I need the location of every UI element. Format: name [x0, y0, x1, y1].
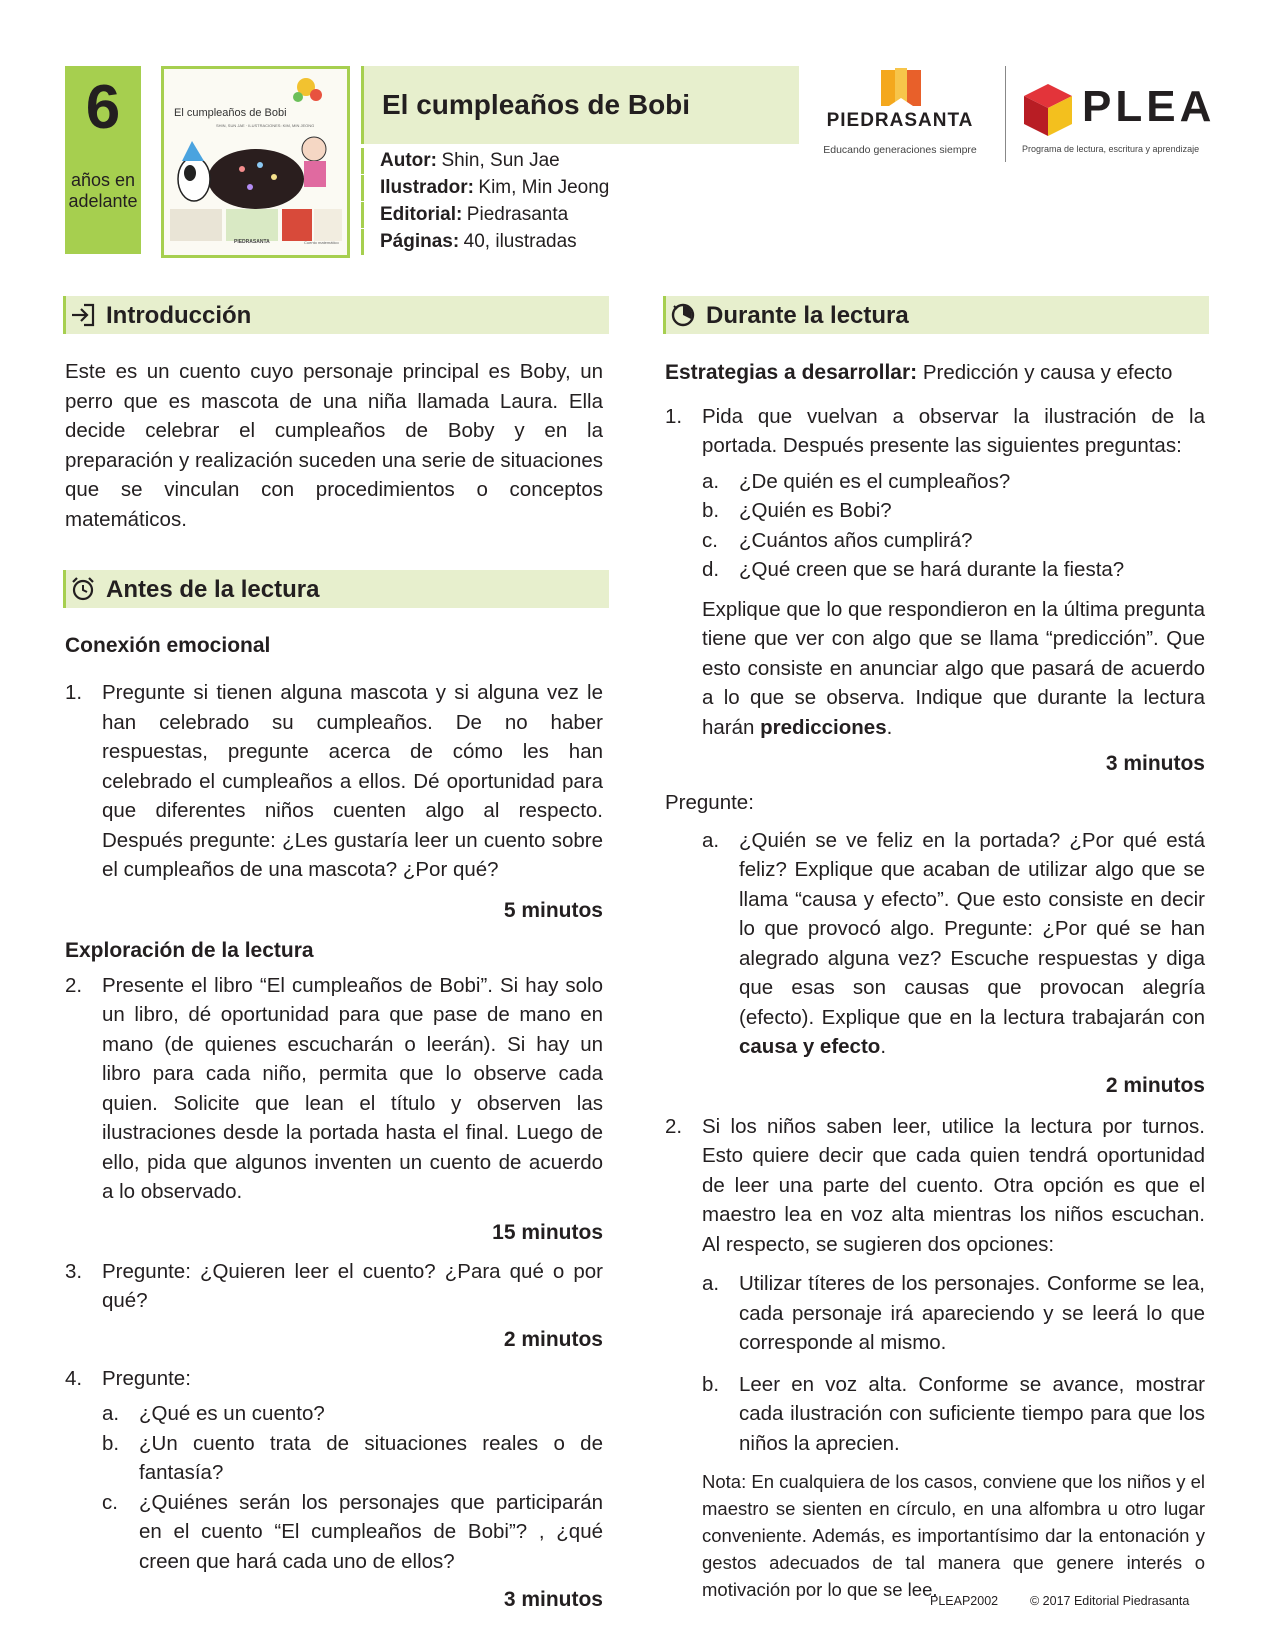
sublist	[702, 467, 1205, 585]
sub-item	[702, 1269, 1205, 1358]
meta-illustrator	[361, 175, 664, 201]
logo-divider	[1005, 66, 1006, 162]
sub-item	[102, 1399, 603, 1429]
item-number: 1.	[665, 404, 683, 428]
age-badge	[65, 66, 141, 254]
sub-letter: c.	[102, 1490, 118, 1514]
strategy-key: Estrategias a desarrollar:	[665, 361, 918, 384]
list-item	[665, 402, 1205, 461]
sub-text: Utilizar títeres de los personajes. Conforme se lea, cada personaje irá apareciendo y se leerá lo que corresponde al mismo.	[739, 1272, 1205, 1354]
item-text: Pregunte:	[102, 1366, 191, 1390]
list-item	[65, 678, 603, 885]
sub-letter: b.	[102, 1431, 120, 1455]
sub-item	[702, 467, 1205, 497]
page-title: El cumpleaños de Bobi	[382, 89, 691, 120]
antes-heading: Antes de la lectura	[106, 576, 320, 603]
strategy-line	[665, 358, 1205, 388]
sub-letter: a.	[702, 828, 720, 852]
prediction-paragraph	[702, 595, 1205, 743]
sub-letter: b.	[702, 499, 720, 522]
note-paragraph: Nota: En cualquiera de los casos, conviene que los niños y el maestro se sienten en círculo, en una alfombra u otro lugar conveniente. Además, es importantísimo dar la entonación y gestos adecuados de tal manera que genere interés o motivación por lo que se lee.	[702, 1471, 1205, 1600]
sub-item	[702, 526, 1205, 556]
list-item	[65, 1364, 603, 1394]
sub-item	[702, 1370, 1205, 1459]
subheading: Conexión emocional	[65, 634, 271, 657]
section-header-antes	[63, 570, 609, 608]
sub-text: ¿Cuántos años cumplirá?	[739, 528, 973, 552]
item-text: Presente el libro “El cumpleaños de Bobi”. Si hay solo un libro, dé oportunidad para que pase de mano en mano (de quienes escucharán o leerán). Si hay un libro para cada niño, permita que lo observe cada quien. Solicite que lean el título y observen las ilustraciones desde la portada hasta el final. Luego de ello, pida que algunos inventen un cuento de acuerdo a lo observado.	[102, 973, 603, 1203]
timer-icon	[670, 302, 696, 328]
time-label: 2 minutos	[503, 1327, 603, 1351]
plea-logo	[1020, 78, 1216, 158]
age-number: 6	[85, 73, 121, 142]
sub-letter: c.	[702, 528, 718, 552]
sub-letter: a.	[702, 1272, 720, 1295]
item-text: Si los niños saben leer, utilice la lectura por turnos. Esto quiere decir que cada quien tendrá oportunidad de leer una parte del cuento. Otra opción es que el maestro lea en voz alta mientras los niños escuchan. Al respecto, se sugieren dos opciones:	[702, 1114, 1205, 1256]
sub-text: ¿Quién es Bobi?	[739, 499, 892, 522]
book-cover-image	[161, 66, 350, 258]
meta-key: Páginas:	[380, 231, 460, 252]
item-number: 4.	[65, 1366, 83, 1390]
item-number: 3.	[65, 1259, 83, 1283]
sub-text: ¿Quiénes serán los personajes que participarán en el cuento “El cumpleaños de Bobi”? , ¿qué creen que hará cada uno de ellos?	[139, 1490, 603, 1573]
copyright: © 2017 Editorial Piedrasanta	[1030, 1594, 1190, 1608]
meta-value: Piedrasanta	[466, 204, 569, 225]
piedrasanta-tagline: Educando generaciones siempre	[823, 144, 977, 156]
title-bar	[361, 66, 799, 144]
sublist	[102, 1399, 603, 1576]
alarm-clock-icon	[70, 576, 96, 602]
intro-paragraph: Este es un cuento cuyo personaje principal es Boby, un perro que es mascota de una niña llamada Laura. Ella decide celebrar el cumpleaños de Boby y en la preparación y realización suceden una serie de situaciones que se vinculan con procedimientos o conceptos matemáticos.	[65, 360, 603, 531]
piedrasanta-logo	[815, 66, 995, 162]
cover-illustration	[164, 69, 347, 255]
meta-key: Autor:	[380, 150, 437, 171]
document-code: PLEAP2002	[930, 1594, 999, 1608]
durante-heading: Durante la lectura	[706, 302, 909, 329]
age-label	[65, 170, 141, 212]
meta-author	[361, 148, 664, 174]
cube-icon	[1020, 80, 1076, 140]
durante-content	[665, 358, 1205, 1603]
list-item	[65, 971, 603, 1207]
time-label: 15 minutos	[492, 1220, 603, 1244]
item-number: 1.	[65, 681, 83, 704]
sub-item	[102, 1488, 603, 1577]
section-header-durante	[663, 296, 1209, 334]
prompt-label: Pregunte:	[665, 791, 754, 814]
meta-value: Shin, Sun Jae	[441, 150, 560, 171]
emphasis-text: predicciones	[760, 715, 887, 739]
cover-title: El cumpleaños de Bobi	[174, 107, 287, 119]
sub-text: ¿Un cuento trata de situaciones reales o de fantasía?	[139, 1431, 603, 1484]
time-label: 3 minutos	[503, 1588, 603, 1611]
time-label: 3 minutos	[1105, 752, 1205, 775]
sub-text: ¿De quién es el cumpleaños?	[739, 469, 1011, 493]
item-text: Pida que vuelvan a observar la ilustración de la portada. Después presente las siguientes preguntas:	[702, 404, 1205, 457]
sub-letter: a.	[102, 1402, 120, 1425]
item-text: Pregunte si tienen alguna mascota y si alguna vez le han celebrado su cumpleaños. De no haber respuestas, pregunte acerca de cómo les han celebrado el cumpleaños a ellos. Dé oportunidad para que diferentes niños cuenten algo al respecto. Después pregunte: ¿Les gustaría leer un cuento sobre el cumpleaños de una mascota? ¿Por qué?	[102, 681, 603, 881]
age-label-line2: adelante	[68, 191, 138, 211]
item-number: 2.	[665, 1114, 683, 1138]
sub-text: Leer en voz alta. Conforme se avance, mostrar cada ilustración con suficiente tiempo para que los niños la aprecien.	[739, 1372, 1205, 1455]
meta-publisher	[361, 202, 664, 228]
paragraph-text: .	[886, 715, 893, 739]
cover-brand: PIEDRASANTA	[234, 239, 270, 245]
list-item	[65, 1257, 603, 1316]
meta-value: Kim, Min Jeong	[478, 177, 610, 198]
item-number: 2.	[65, 973, 83, 997]
cover-subtitle: SHIN, SUN JAE · ILUSTRACIONES: KIM, MIN JEONG	[216, 123, 315, 128]
list-item	[665, 1112, 1205, 1260]
sub-item	[702, 555, 1205, 585]
sub-text: ¿Qué creen que se hará durante la fiesta?	[739, 558, 1125, 581]
book-icon	[815, 66, 985, 110]
sub-letter: d.	[702, 558, 720, 581]
time-label: 2 minutos	[1105, 1073, 1205, 1097]
paragraph-text: .	[880, 1035, 887, 1058]
paragraph-text: Explique que lo que respondieron en la última pregunta tiene que ver con algo que se llama “predicción”. Que esto consiste en anunciar algo que pasará de acuerdo a lo que se observa. Indique que durante la lectura harán	[702, 597, 1205, 739]
sub-letter: b.	[702, 1372, 720, 1396]
meta-pages	[361, 229, 664, 255]
section-header-intro	[63, 296, 609, 334]
sublist	[702, 1269, 1205, 1458]
sub-item	[702, 496, 1205, 526]
strategy-value: Predicción y causa y efecto	[922, 361, 1173, 384]
time-label: 5 minutos	[503, 898, 603, 922]
piedrasanta-name: PIEDRASANTA	[826, 110, 974, 131]
sub-item	[102, 1429, 603, 1488]
sub-text: ¿Qué es un cuento?	[139, 1402, 325, 1425]
age-label-line1: años en	[70, 170, 136, 190]
item-text: Pregunte: ¿Quieren leer el cuento? ¿Para qué o por qué?	[102, 1259, 603, 1312]
subheading: Exploración de la lectura	[65, 938, 314, 962]
plea-name: PLEA	[1082, 82, 1216, 131]
sub-item	[702, 826, 1205, 1062]
sub-text	[739, 826, 1205, 1062]
meta-key: Ilustrador:	[380, 177, 474, 198]
antes-content	[65, 634, 603, 1612]
paragraph-text: ¿Quién se ve feliz en la portada? ¿Por qué está feliz? Explique que acaban de utilizar algo que se llama “causa y efecto”. Que esto consiste en decir lo que provocó algo. Pregunte: ¿Por qué se han alegrado alguna vez? Escuche respuestas y diga que esas son causas que provocan alegría (efecto). Explique que en la lectura trabajarán con	[739, 828, 1205, 1029]
meta-key: Editorial:	[380, 204, 463, 225]
plea-tagline: Programa de lectura, escritura y aprendizaje	[1022, 144, 1200, 154]
enter-icon	[70, 302, 96, 328]
meta-value: 40, ilustradas	[463, 231, 577, 252]
emphasis-text: causa y efecto	[739, 1035, 881, 1058]
intro-heading: Introducción	[106, 302, 252, 329]
sub-letter: a.	[702, 469, 720, 493]
cover-tag: Cuento matemático	[304, 240, 339, 245]
